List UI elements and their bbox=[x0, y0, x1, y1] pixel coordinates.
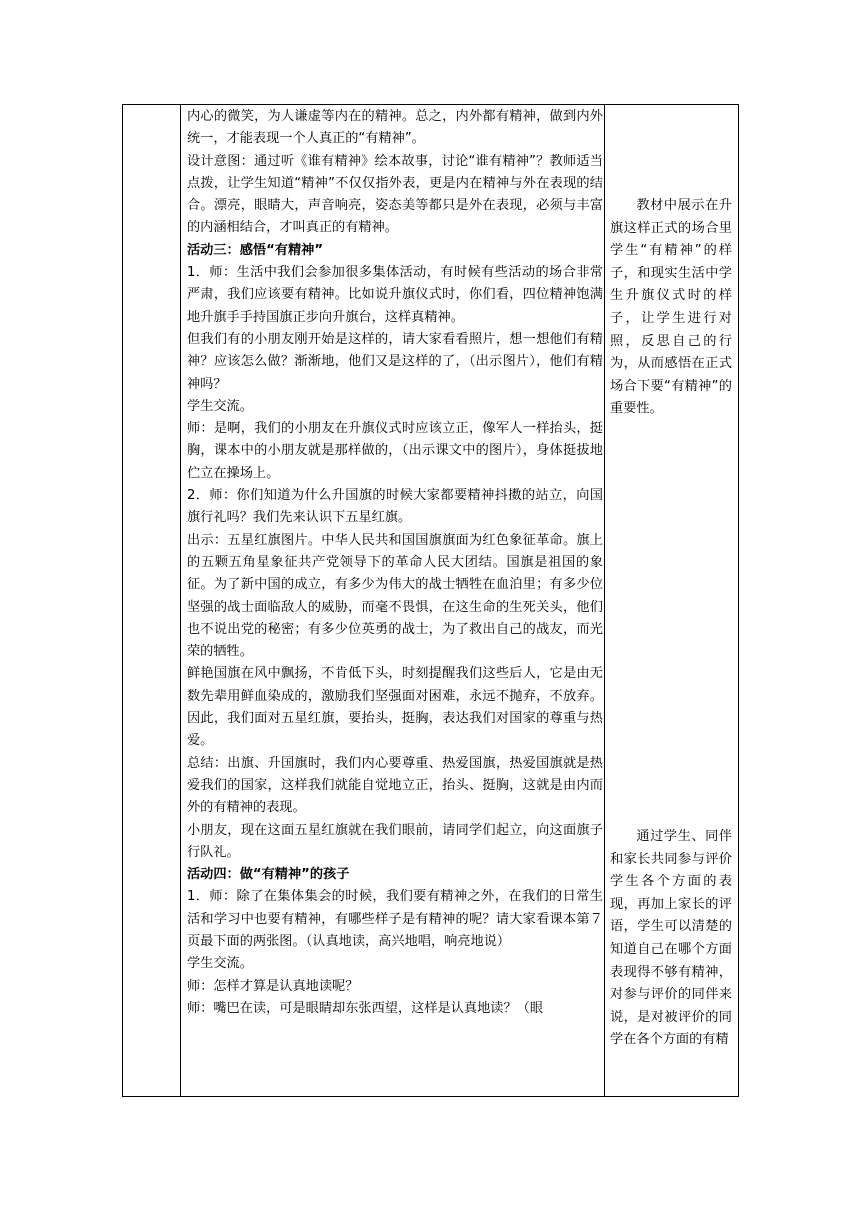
paragraph: 1．师：生活中我们会参加很多集体活动，有时候有些活动的场合非常严肃，我们应该要有精神。比如说升旗仪式时，你们看，四位精神饱满地升旗手手持国旗正步向升旗台，这样真精神。 bbox=[187, 265, 603, 325]
summary-paragraph: 总结：出旗、升国旗时，我们内心要尊重、热爱国旗，热爱国旗就是热爱我们的国家，这样我们就能自觉地立正，抬头、挺胸，这就是由内而外的有精神的表现。 bbox=[187, 755, 603, 816]
paragraph: 学生交流。 bbox=[187, 956, 253, 972]
paragraph: 出示：五星红旗图片。中华人民共和国国旗旗面为红色象征革命。旗上的五颗五角星象征共产党领导下的革命人民大团结。国旗是祖国的象征。为了新中国的成立，有多少为伟大的战士牺牲在血泊里；有多少位坚强的战士面临敌人的威胁，而毫不畏惧，在这生命的生死关头，他们也不说出党的秘密；有多少位英勇的战士，为了救出自己的战友，而光荣的牺牲。 bbox=[187, 532, 603, 660]
table-bottom-border bbox=[122, 1096, 738, 1097]
paragraph: 小朋友，现在这面五星红旗就在我们眼前，请同学们起立，向这面旗子行队礼。 bbox=[187, 822, 603, 860]
lesson-process-cell bbox=[187, 106, 603, 1020]
table-right-border bbox=[738, 104, 739, 1097]
paragraph: 鲜艳国旗在风中飘扬，不肯低下头，时刻提醒我们这些后人，它是由无数先辈用鲜血染成的，激励我们坚强面对困难，永远不抛弃，不放弃。因此，我们面对五星红旗，要抬头，挺胸，表达我们对国家的尊重与热爱。 bbox=[187, 666, 603, 749]
table-top-border bbox=[122, 104, 738, 105]
table-cell-empty bbox=[123, 105, 179, 1095]
note-text: 通过学生、同伴和家长共同参与评价学生各个方面的表现，再加上家长的评语，学生可以清楚的知道自己在哪个方面表现得不够有精神，对参与评价的同伴来说，是对被评价的同学在各个方面的有精 bbox=[610, 829, 732, 1048]
table-column-divider-1 bbox=[180, 104, 181, 1097]
design-note-2 bbox=[610, 826, 732, 1052]
design-intent-paragraph: 设计意图：通过听《谁有精神》绘本故事，讨论“谁有精神”？教师适当点拨，让学生知道“精神”不仅仅指外表，更是内在精神与外在表现的结合。漂亮，眼睛大，声音响亮，姿态美等都只是外在表现，必须与丰富的内涵相结合，才叫真正的有精神。 bbox=[187, 153, 603, 236]
paragraph: 2．师：你们知道为什么升国旗的时候大家都要精神抖擞的站立，向国旗行礼吗？我们先来认识下五星红旗。 bbox=[187, 488, 603, 526]
paragraph: 学生交流。 bbox=[187, 398, 253, 414]
paragraph: 师：怎样才算是认真地读呢？ bbox=[187, 978, 359, 994]
paragraph: 师：嘴巴在读，可是眼睛却东张西望，这样是认真地读？（眼 bbox=[187, 1000, 544, 1016]
paragraph: 师：是啊，我们的小朋友在升旗仪式时应该立正，像军人一样抬头，挺胸，课本中的小朋友就是那样做的，（出示课文中的图片），身体挺拔地伫立在操场上。 bbox=[187, 421, 603, 481]
note-text: 教材中展示在升旗这样正式的场合里学生“有精神”的样子，和现实生活中学生升旗仪式时的样子，让学生进行对照，反思自己的行为，从而感悟在正式场合下要“有精神”的重要性。 bbox=[610, 198, 732, 417]
paragraph: 内心的微笑，为人谦虚等内在的精神。总之，内外都有精神，做到内外统一，才能表现一个人真正的“有精神”。 bbox=[187, 109, 603, 147]
table-column-divider-2 bbox=[604, 104, 605, 1097]
activity-three-heading: 活动三：感悟“有精神” bbox=[187, 242, 324, 258]
design-note-1 bbox=[610, 195, 732, 421]
paragraph: 但我们有的小朋友刚开始是这样的，请大家看看照片，想一想他们有精神？应该怎么做？渐渐地，他们又是这样的了，（出示图片），他们有精神吗？ bbox=[187, 331, 603, 392]
paragraph: 1．师：除了在集体集会的时候，我们要有精神之外，在我们的日常生活和学习中也要有精神，有哪些样子是有精神的呢？请大家看课本第７页最下面的两张图。（认真地读，高兴地唱，响亮地说） bbox=[187, 889, 603, 949]
activity-four-heading: 活动四：做“有精神”的孩子 bbox=[187, 867, 350, 883]
